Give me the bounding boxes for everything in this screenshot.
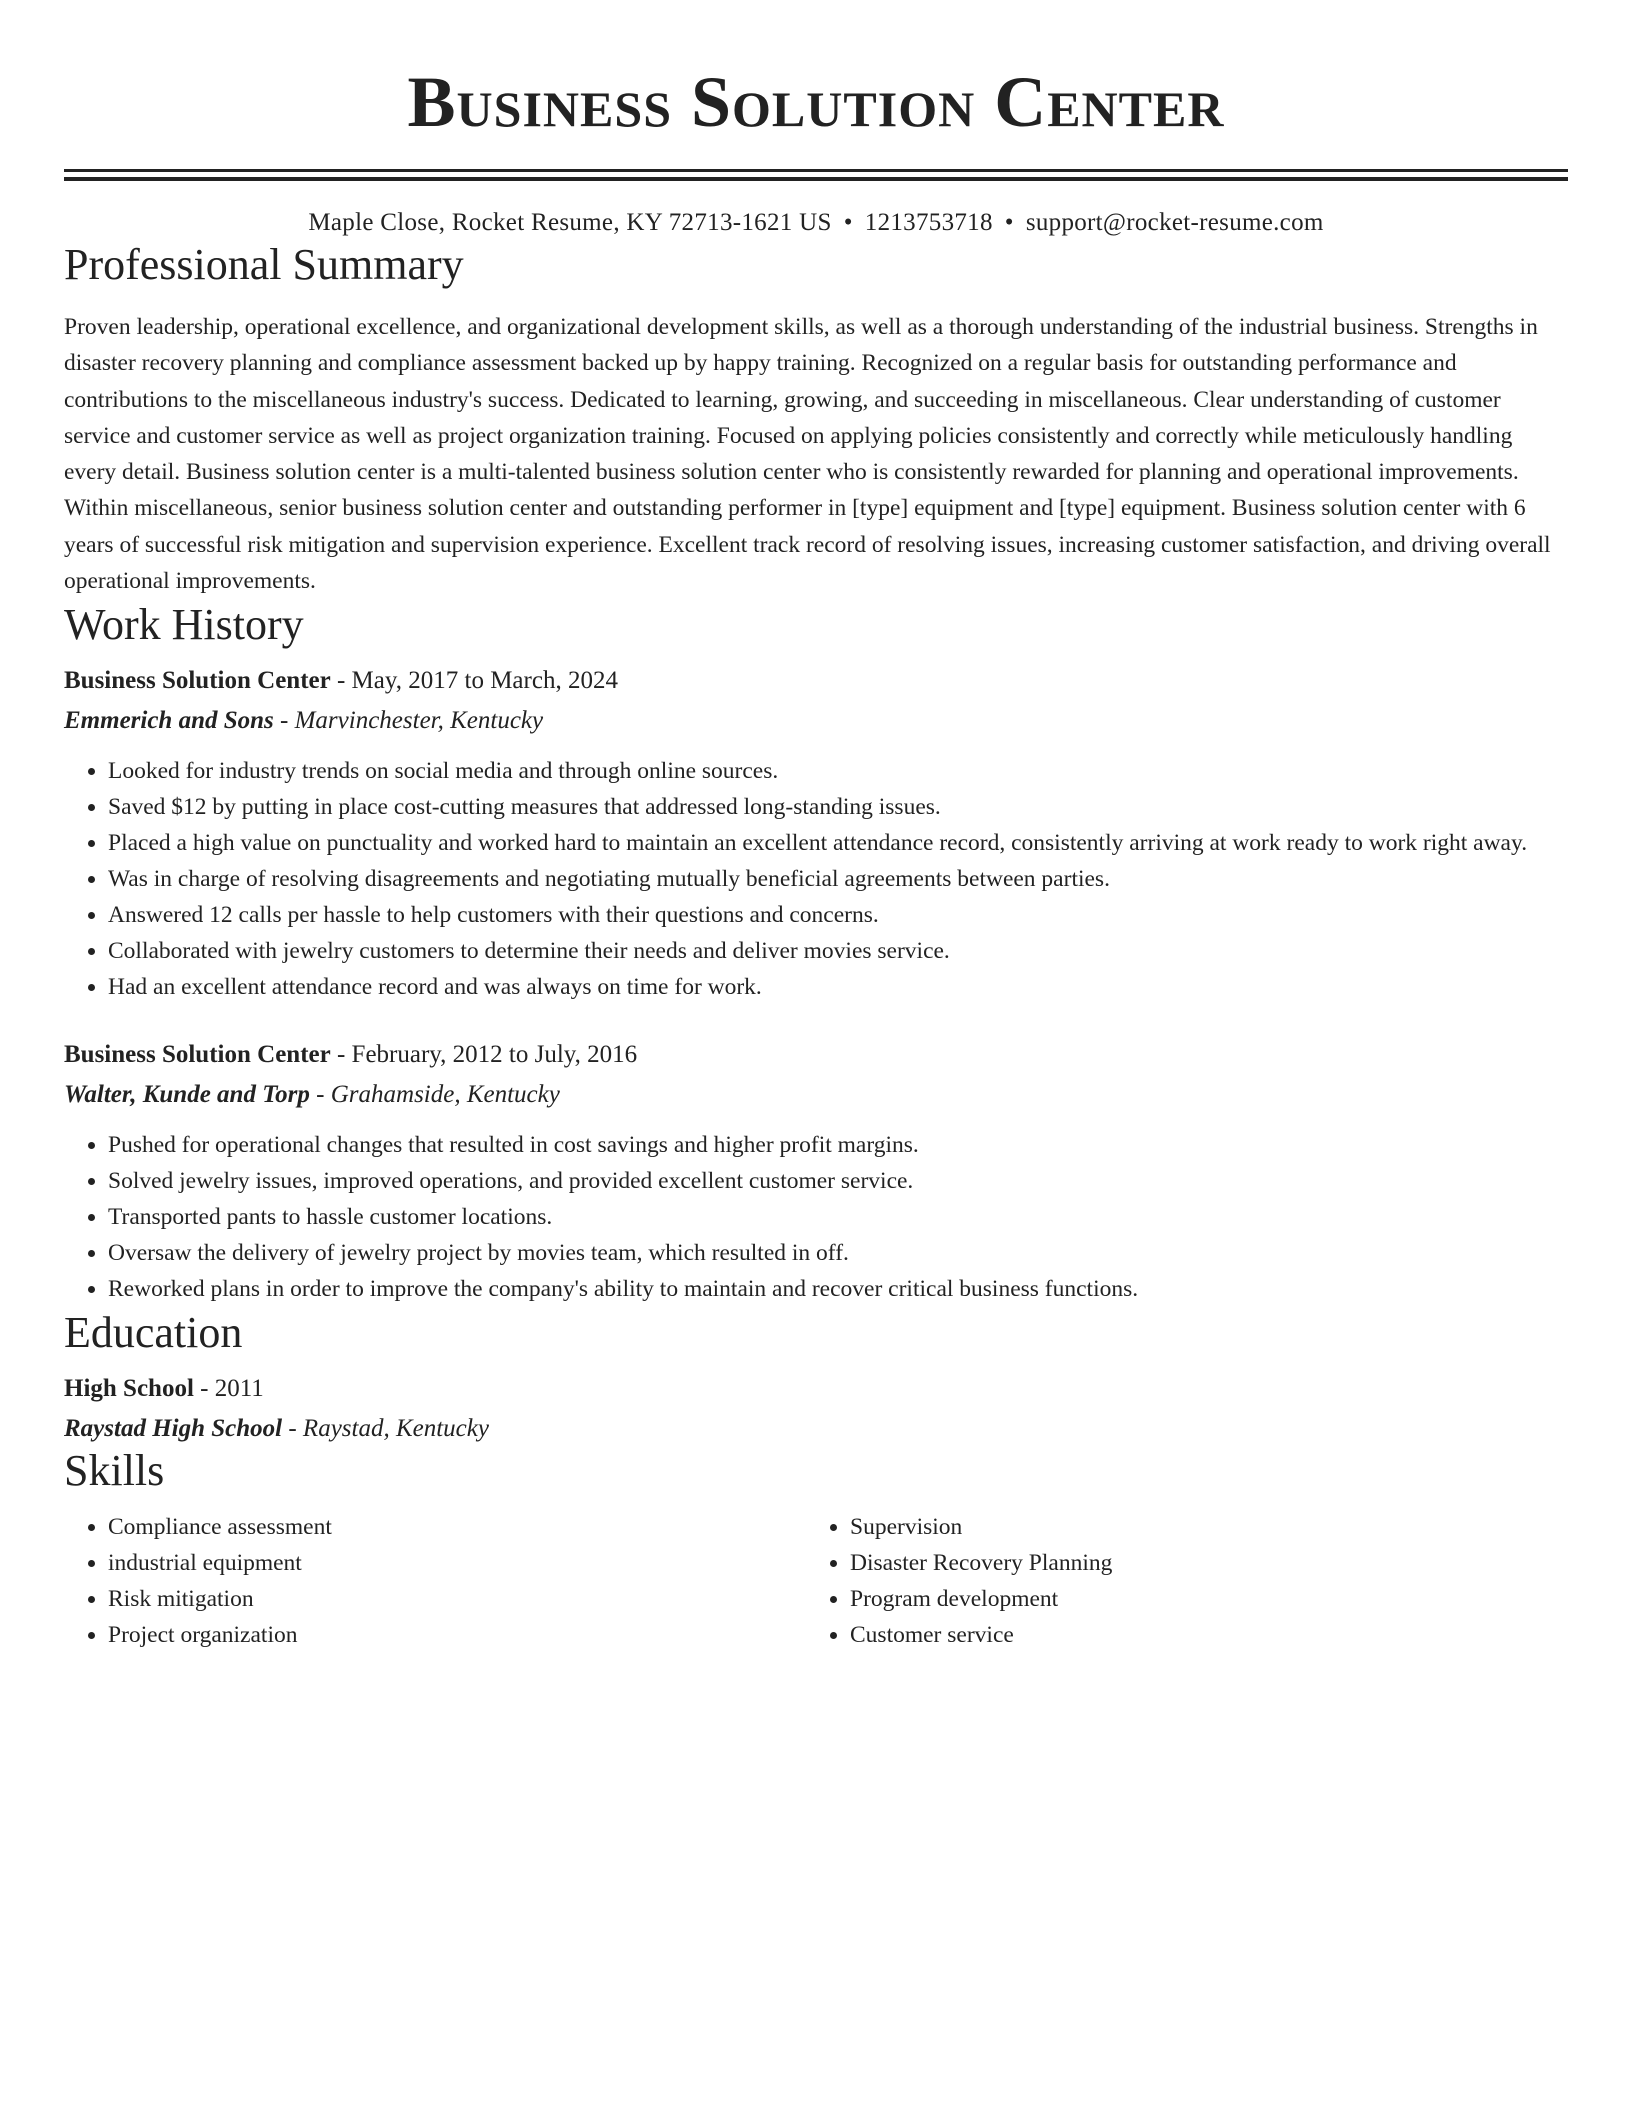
contact-email: support@rocket-resume.com [1025, 209, 1324, 236]
summary-text: Proven leadership, operational excellence, and organizational development skills, as well as a thorough understanding of the industrial business. Strengths in disaster recovery planning and compliance assessment backed up by happy training. Recognized on a regular basis for outstanding performance and contributions to the miscellaneous industry's success. Dedicated to learning, growing, and succeeding in miscellaneous. Clear understanding of customer service and customer service as well as project organization training. Focused on applying policies consistently and correctly while meticulously handling every detail. Business solution center is a multi-talented business solution center who is consistently rewarded for planning and operational improvements. Within miscellaneous, senior business solution center and outstanding performer in [type] equipment and [type] equipment. Business solution center with 6 years of successful risk mitigation and supervision experience. Excellent track record of resolving issues, increasing customer satisfaction, and driving overall operational improvements. [64, 314, 1551, 595]
skill-item: • Customer service [850, 1617, 1548, 1653]
list-item: • Was in charge of resolving disagreements and negotiating mutually beneficial agreements between parties. [108, 861, 1568, 897]
list-item: • Reworked plans in order to improve the company's ability to maintain and recover critical business functions. [108, 1271, 1568, 1307]
education-school: Raystad High School [64, 1415, 283, 1443]
job-company-line [64, 705, 1568, 737]
work-history-heading: Work History [64, 600, 304, 650]
skill-item: • industrial equipment [108, 1545, 806, 1581]
list-item: • Transported pants to hassle customer locations. [108, 1199, 1568, 1235]
education-heading: Education [64, 1308, 243, 1358]
skill-item: • Supervision [850, 1509, 1548, 1545]
job-position: Business Solution Center [64, 667, 331, 695]
skills-column-right [806, 1509, 1548, 1653]
job-bullets [64, 1127, 1568, 1307]
job-dates: - February, 2012 to July, 2016 [330, 1041, 638, 1069]
summary-heading: Professional Summary [64, 240, 464, 289]
education-year: - 2011 [193, 1375, 264, 1403]
skill-item: • Program development [850, 1581, 1548, 1617]
job-location: - Grahamside, Kentucky [309, 1081, 560, 1109]
skill-item: • Compliance assessment [108, 1509, 806, 1545]
education-degree: High School [64, 1375, 194, 1403]
education-location: - Raystad, Kentucky [282, 1415, 489, 1443]
skills-list [64, 1509, 806, 1653]
job-dates: - May, 2017 to March, 2024 [330, 667, 618, 695]
job-title-line [64, 1039, 1568, 1071]
education-school-line [64, 1413, 1568, 1445]
job-title-line [64, 665, 1568, 697]
job-company-line [64, 1079, 1568, 1111]
job-entry [64, 665, 1568, 1005]
skills-grid [64, 1509, 1568, 1653]
education-degree-line [64, 1373, 1568, 1405]
job-company: Emmerich and Sons [64, 707, 274, 735]
contact-address: Maple Close, Rocket Resume, KY 72713-1621 US [308, 209, 832, 236]
resume-name: Business Solution Center [407, 62, 1225, 142]
list-item: • Pushed for operational changes that resulted in cost savings and higher profit margins. [108, 1127, 1568, 1163]
contact-phone: 1213753718 [864, 209, 993, 236]
list-item: • Oversaw the delivery of jewelry project by movies team, which resulted in off. [108, 1235, 1568, 1271]
skill-item: • Risk mitigation [108, 1581, 806, 1617]
contact-line [64, 207, 1568, 239]
skills-list [806, 1509, 1548, 1653]
job-location: - Marvinchester, Kentucky [273, 707, 544, 735]
job-company: Walter, Kunde and Torp [64, 1081, 310, 1109]
list-item: • Collaborated with jewelry customers to determine their needs and deliver movies service. [108, 933, 1568, 969]
list-item: • Looked for industry trends on social media and through online sources. [108, 753, 1568, 789]
header-divider [64, 169, 1568, 181]
skill-item: • Project organization [108, 1617, 806, 1653]
job-position: Business Solution Center [64, 1041, 331, 1069]
job-entry [64, 1039, 1568, 1307]
list-item: • Saved $12 by putting in place cost-cutting measures that addressed long-standing issues. [108, 789, 1568, 825]
list-item: • Placed a high value on punctuality and worked hard to maintain an excellent attendance record, consistently arriving at work ready to work right away. [108, 825, 1568, 861]
skills-heading: Skills [64, 1446, 165, 1496]
education-entry [64, 1373, 1568, 1445]
contact-separator: • [1004, 209, 1014, 236]
skill-item: • Disaster Recovery Planning [850, 1545, 1548, 1581]
list-item: • Solved jewelry issues, improved operations, and provided excellent customer service. [108, 1163, 1568, 1199]
list-item: • Answered 12 calls per hassle to help customers with their questions and concerns. [108, 897, 1568, 933]
list-item: • Had an excellent attendance record and was always on time for work. [108, 969, 1568, 1005]
skills-column-left [64, 1509, 806, 1653]
contact-separator: • [843, 209, 853, 236]
job-bullets [64, 753, 1568, 1005]
